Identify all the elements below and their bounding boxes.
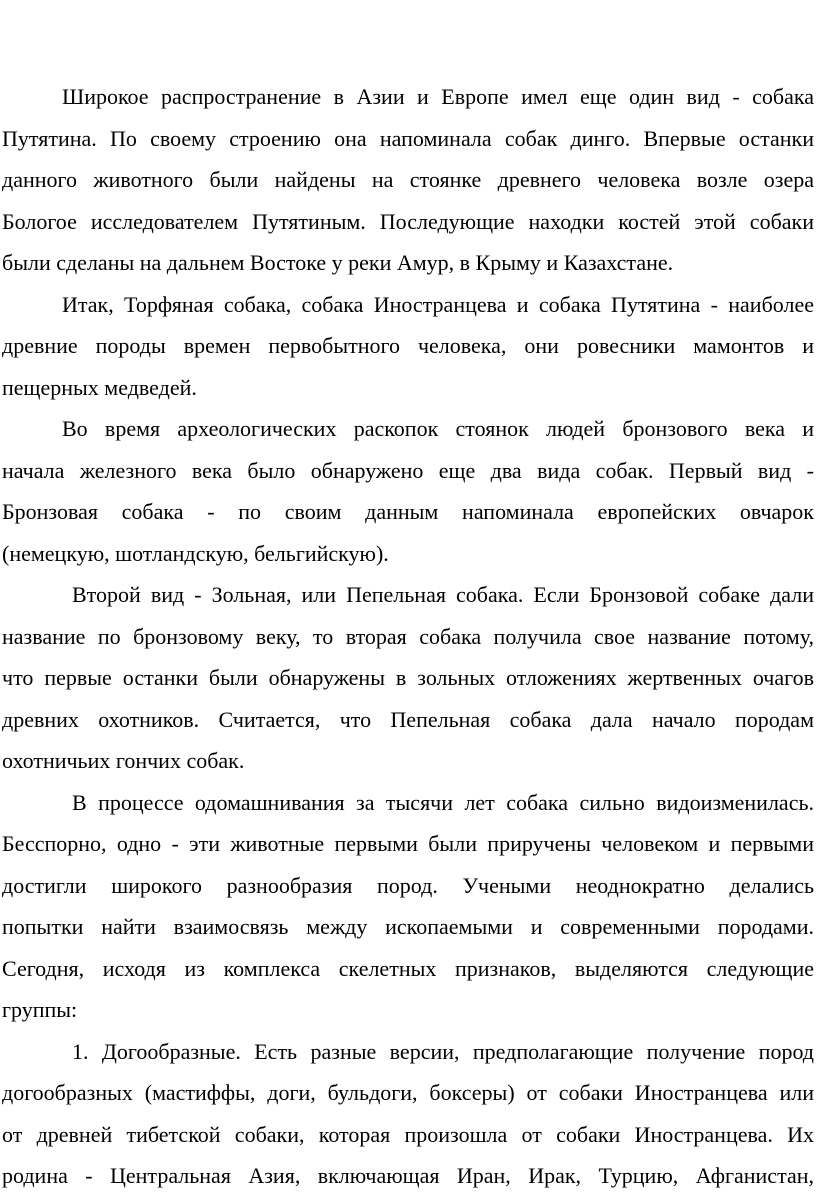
text-line: группы:	[2, 997, 78, 1022]
text-line: Второй вид - Зольная, или Пепельная собака. Если Бронзовой собаке дали	[72, 582, 814, 607]
text-line: пещерных медведей.	[2, 374, 197, 400]
text-line: древних охотников. Считается, что Пепельная собака дала начало породам	[2, 706, 814, 732]
text-line: древние породы времен первобытного человека, они ровесники мамонтов и	[2, 333, 814, 358]
paragraph	[2, 574, 814, 782]
text-line: попытки найти взаимосвязь между ископаемыми и современными породами.	[2, 914, 814, 939]
text-line: (немецкую, шотландскую, бельгийскую).	[2, 540, 389, 566]
text-line: Сегодня, исходя из комплекса скелетных признаков, выделяются следующие	[2, 955, 814, 981]
paragraph	[2, 782, 814, 1031]
text-line: начала железного века было обнаружено еще два вида собак. Первый вид -	[2, 457, 814, 483]
text-line: Бронзовая собака - по своим данным напоминала европейских овчарок	[2, 499, 814, 524]
paragraph	[2, 1031, 814, 1197]
text-line: 1. Догообразные. Есть разные версии, предполагающие получение пород	[72, 1038, 814, 1064]
text-line: от древней тибетской собаки, которая произошла от собаки Иностранцева. Их	[2, 1121, 814, 1147]
text-line: Бесспорно, одно - эти животные первыми были приручены человеком и первыми	[2, 831, 814, 856]
text-line: Путятина. По своему строению она напоминала собак динго. Впервые останки	[2, 125, 814, 151]
text-line: достигли широкого разнообразия пород. Учеными неоднократно делались	[2, 872, 814, 898]
text-line: Во время археологических раскопок стоянок людей бронзового века и	[62, 416, 814, 441]
paragraph	[2, 76, 814, 284]
paragraph	[2, 408, 814, 574]
text-line: родина - Центральная Азия, включающая Иран, Ирак, Турцию, Афганистан,	[2, 1163, 814, 1188]
text-line: Итак, Торфяная собака, собака Иностранцева и собака Путятина - наиболее	[62, 291, 814, 317]
text-line: В процессе одомашнивания за тысячи лет собака сильно видоизменилась.	[72, 789, 814, 815]
text-line: данного животного были найдены на стоянке древнего человека возле озера	[2, 167, 814, 192]
text-line: догообразных (мастиффы, доги, бульдоги, боксеры) от собаки Иностранцева или	[2, 1080, 814, 1105]
paragraph	[2, 284, 814, 409]
text-line: Широкое распространение в Азии и Европе имел еще один вид - собака	[62, 84, 814, 109]
text-line: название по бронзовому веку, то вторая собака получила свое название потому,	[2, 623, 814, 649]
text-line: были сделаны на дальнем Востоке у реки Амур, в Крыму и Казахстане.	[2, 250, 674, 275]
text-line: Бологое исследователем Путятиным. Последующие находки костей этой собаки	[2, 208, 814, 234]
text-line: охотничьих гончих собак.	[2, 748, 245, 773]
text-line: что первые останки были обнаружены в зольных отложениях жертвенных очагов	[2, 665, 814, 690]
document-page	[2, 76, 814, 1197]
